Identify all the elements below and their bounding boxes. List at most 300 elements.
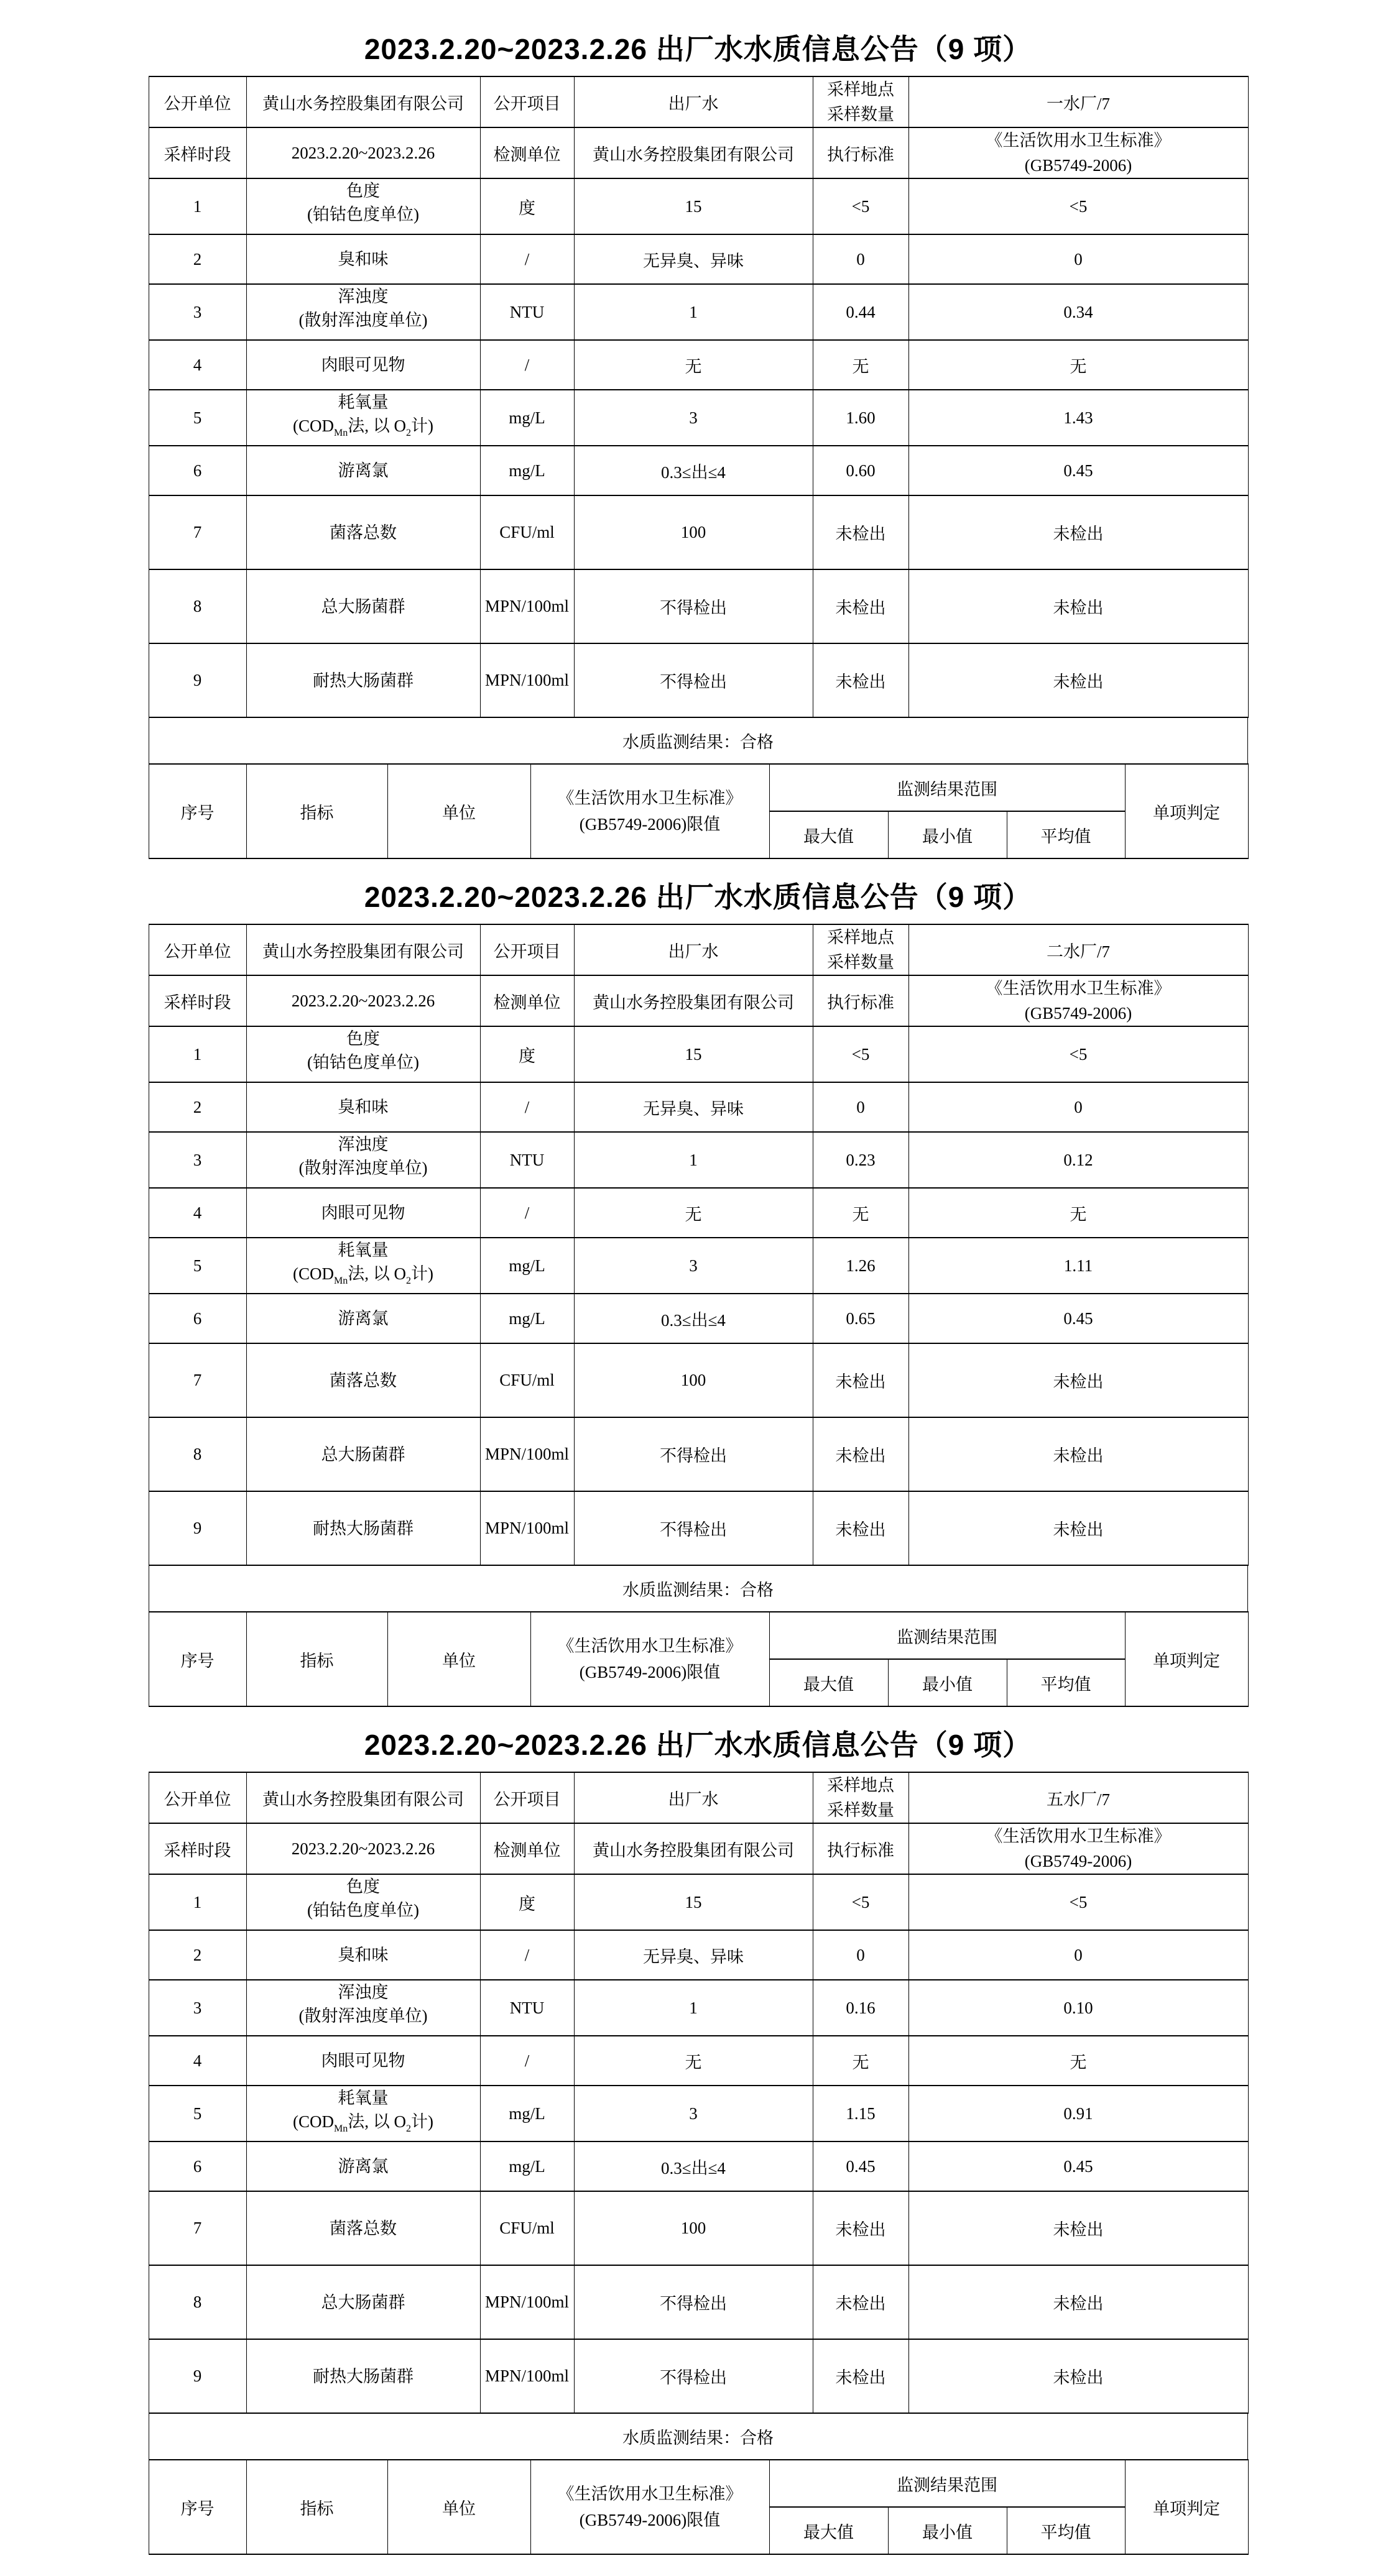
cell-unit: mg/L [480, 1238, 574, 1294]
cell-min: 未检出 [908, 643, 1248, 717]
announcement-block [149, 1728, 1248, 2555]
table-row [149, 2265, 1248, 2339]
cell-min: 未检出 [908, 2265, 1248, 2339]
info-value-public-unit: 黄山水务控股集团有限公司 [246, 924, 480, 975]
table-row [149, 390, 1248, 446]
cell-min: 0.34 [908, 284, 1248, 340]
cell-min: 0 [908, 1082, 1248, 1132]
indicator-name: 总大肠菌群 [321, 1445, 405, 1464]
cell-limit: 无异臭、异味 [574, 234, 813, 284]
indicator-note [249, 1262, 478, 1293]
cell-indicator [246, 2265, 480, 2339]
info-value-public-unit: 黄山水务控股集团有限公司 [246, 76, 480, 127]
cell-seq: 4 [149, 340, 246, 390]
header-limit-line1: 《生活饮用水卫生标准》 [557, 1637, 742, 1655]
cell-min: 0.45 [908, 446, 1248, 495]
cell-indicator [246, 1417, 480, 1491]
cell-max: 未检出 [813, 1343, 908, 1417]
info-value-sampling-period: 2023.2.20~2023.2.26 [246, 975, 480, 1026]
indicator-note-part: 法, 以 O [348, 416, 406, 435]
table-header [149, 764, 1248, 858]
header-result-range: 监测结果范围 [769, 2460, 1125, 2507]
indicator-note-text: (铂钴色度单位) [307, 205, 419, 224]
header-limit-line2: (GB5749-2006)限值 [579, 2511, 721, 2529]
cell-min: 1.43 [908, 390, 1248, 446]
cell-seq: 6 [149, 2141, 246, 2191]
header-limit [530, 1612, 769, 1706]
cell-min: <5 [908, 1874, 1248, 1930]
info-label-testing-unit: 检测单位 [480, 1823, 574, 1874]
cell-min: 1.11 [908, 1238, 1248, 1294]
cell-limit: 无 [574, 340, 813, 390]
header-max: 最大值 [769, 1659, 888, 1706]
cell-limit: 100 [574, 495, 813, 569]
cell-max: 1.60 [813, 390, 908, 446]
result-banner: 水质监测结果：合格 [149, 718, 1248, 763]
cell-limit: 15 [574, 178, 813, 234]
info-label-sampling-site-count [813, 1772, 908, 1823]
sampling-site-label: 采样地点 [827, 1776, 894, 1795]
table-row [149, 2141, 1248, 2191]
header-limit-line2: (GB5749-2006)限值 [579, 815, 721, 834]
header-limit-line1: 《生活饮用水卫生标准》 [557, 789, 742, 807]
cell-min: 未检出 [908, 1343, 1248, 1417]
result-banner: 水质监测结果：合格 [149, 2414, 1248, 2459]
indicator-name: 总大肠菌群 [321, 2293, 405, 2312]
cell-limit: 1 [574, 1132, 813, 1188]
cell-seq: 8 [149, 2265, 246, 2339]
cell-unit: MPN/100ml [480, 2339, 574, 2413]
header-row-1 [149, 764, 1248, 811]
cell-max: <5 [813, 1874, 908, 1930]
cell-limit: 15 [574, 1026, 813, 1082]
cell-indicator [246, 1188, 480, 1238]
cell-seq: 5 [149, 1238, 246, 1294]
cell-unit: / [480, 1188, 574, 1238]
indicator-name: 浑浊度 [338, 287, 389, 306]
table-row [149, 569, 1248, 643]
header-limit-line2: (GB5749-2006)限值 [579, 1663, 721, 1681]
table-row [149, 643, 1248, 717]
cell-seq: 9 [149, 2339, 246, 2413]
info-row-2 [149, 1823, 1248, 1874]
sampling-site-label: 采样地点 [827, 928, 894, 947]
cell-max: 1.15 [813, 2086, 908, 2141]
cell-unit: MPN/100ml [480, 1417, 574, 1491]
info-table [149, 924, 1249, 1566]
table-header [149, 2460, 1248, 2554]
cell-unit: / [480, 2036, 574, 2086]
cell-indicator [246, 1238, 480, 1294]
indicator-note-part: (COD [293, 416, 334, 435]
indicator-name: 色度 [346, 1029, 380, 1048]
cell-limit: 无 [574, 2036, 813, 2086]
cell-indicator [246, 446, 480, 495]
cell-unit: / [480, 1082, 574, 1132]
indicator-name: 肉眼可见物 [321, 2051, 405, 2070]
table-row [149, 2339, 1248, 2413]
cell-max: 无 [813, 2036, 908, 2086]
cell-max: 0.65 [813, 1294, 908, 1343]
cell-indicator [246, 284, 480, 340]
cell-unit: / [480, 234, 574, 284]
info-label-sampling-period: 采样时段 [149, 975, 246, 1026]
header-verdict: 单项判定 [1125, 1612, 1248, 1706]
info-row-1 [149, 924, 1248, 975]
cell-min: 未检出 [908, 495, 1248, 569]
info-label-public-unit: 公开单位 [149, 1772, 246, 1823]
header-min: 最小值 [888, 2507, 1007, 2554]
cell-seq: 4 [149, 2036, 246, 2086]
table-row [149, 340, 1248, 390]
cell-limit: 不得检出 [574, 2339, 813, 2413]
cell-unit: MPN/100ml [480, 2265, 574, 2339]
cell-unit: 度 [480, 1874, 574, 1930]
table-row [149, 1294, 1248, 1343]
cell-seq: 1 [149, 1874, 246, 1930]
cell-max: 未检出 [813, 1491, 908, 1565]
indicator-note [249, 1898, 478, 1930]
cell-limit: 不得检出 [574, 1417, 813, 1491]
sampling-count-label: 采样数量 [827, 105, 894, 124]
header-result-range: 监测结果范围 [769, 1612, 1125, 1659]
cell-seq: 7 [149, 1343, 246, 1417]
header-unit: 单位 [387, 764, 530, 858]
indicator-name: 耗氧量 [338, 393, 389, 412]
table-row [149, 1082, 1248, 1132]
cell-min: 未检出 [908, 2339, 1248, 2413]
cell-min: 0.45 [908, 1294, 1248, 1343]
cell-seq: 4 [149, 1188, 246, 1238]
cell-limit: 1 [574, 284, 813, 340]
cell-min: 无 [908, 1188, 1248, 1238]
cell-seq: 7 [149, 2191, 246, 2265]
header-row-1 [149, 2460, 1248, 2507]
header-verdict: 单项判定 [1125, 764, 1248, 858]
table-header [149, 1612, 1248, 1706]
indicator-name: 臭和味 [338, 250, 389, 269]
header-indicator: 指标 [246, 764, 387, 858]
header-limit [530, 2460, 769, 2554]
header-avg: 平均值 [1007, 1659, 1125, 1706]
indicator-name: 菌落总数 [330, 1371, 397, 1390]
announcement-title: 2023.2.20~2023.2.26 出厂水水质信息公告（9 项） [364, 33, 1032, 65]
indicator-name: 游离氯 [338, 2157, 389, 2176]
indicator-note-text: (散射浑浊度单位) [298, 1159, 428, 1177]
cell-indicator [246, 390, 480, 446]
table-row [149, 1980, 1248, 2036]
cell-max: 0 [813, 1930, 908, 1980]
header-unit: 单位 [387, 2460, 530, 2554]
info-label-public-project: 公开项目 [480, 76, 574, 127]
indicator-name: 浑浊度 [338, 1983, 389, 2002]
cell-limit: 3 [574, 2086, 813, 2141]
cell-limit: 无异臭、异味 [574, 1930, 813, 1980]
header-indicator: 指标 [246, 2460, 387, 2554]
table-row [149, 1132, 1248, 1188]
cell-seq: 1 [149, 1026, 246, 1082]
cell-max: 未检出 [813, 643, 908, 717]
indicator-note [249, 1156, 478, 1187]
cell-unit: NTU [480, 284, 574, 340]
cell-seq: 5 [149, 2086, 246, 2141]
table-row [149, 1491, 1248, 1565]
table-row [149, 495, 1248, 569]
cell-max: <5 [813, 178, 908, 234]
cell-unit: mg/L [480, 446, 574, 495]
cell-max: 未检出 [813, 569, 908, 643]
cell-indicator [246, 2191, 480, 2265]
header-verdict: 单项判定 [1125, 2460, 1248, 2554]
indicator-note-part: 法, 以 O [348, 2112, 406, 2131]
cell-unit: NTU [480, 1980, 574, 2036]
indicator-subscript: Mn [334, 428, 348, 438]
indicator-note-part: 法, 以 O [348, 1264, 406, 1283]
cell-seq: 7 [149, 495, 246, 569]
cell-unit: NTU [480, 1132, 574, 1188]
table-row [149, 234, 1248, 284]
standard-code: (GB5749-2006) [1024, 1004, 1132, 1023]
info-row-2 [149, 975, 1248, 1026]
cell-seq: 5 [149, 390, 246, 446]
cell-unit: mg/L [480, 2141, 574, 2191]
info-label-public-unit: 公开单位 [149, 924, 246, 975]
cell-min: 未检出 [908, 1417, 1248, 1491]
quality-data-table [149, 1611, 1249, 1707]
info-value-public-project: 出厂水 [574, 924, 813, 975]
cell-min: 未检出 [908, 1491, 1248, 1565]
indicator-name: 耐热大肠菌群 [313, 671, 414, 690]
indicator-note [249, 2004, 478, 2035]
cell-max: 1.26 [813, 1238, 908, 1294]
cell-unit: 度 [480, 1026, 574, 1082]
cell-max: <5 [813, 1026, 908, 1082]
announcement-title: 2023.2.20~2023.2.26 出厂水水质信息公告（9 项） [364, 1729, 1032, 1761]
table-row [149, 178, 1248, 234]
cell-limit: 不得检出 [574, 643, 813, 717]
info-value-public-project: 出厂水 [574, 1772, 813, 1823]
announcement-block [149, 880, 1248, 1707]
cell-limit: 100 [574, 2191, 813, 2265]
table-row [149, 1343, 1248, 1417]
cell-unit: mg/L [480, 2086, 574, 2141]
announcement-block [149, 32, 1248, 859]
cell-limit: 3 [574, 390, 813, 446]
info-value-sampling-period: 2023.2.20~2023.2.26 [246, 1823, 480, 1874]
info-label-public-unit: 公开单位 [149, 76, 246, 127]
standard-code: (GB5749-2006) [1024, 1852, 1132, 1870]
cell-limit: 100 [574, 1343, 813, 1417]
indicator-note [249, 414, 478, 445]
cell-unit: CFU/ml [480, 1343, 574, 1417]
header-indicator: 指标 [246, 1612, 387, 1706]
header-max: 最大值 [769, 2507, 888, 2554]
cell-seq: 2 [149, 1930, 246, 1980]
info-value-sampling-site-count: 一水厂/7 [908, 76, 1248, 127]
indicator-subscript: Mn [334, 1276, 348, 1286]
cell-limit: 15 [574, 1874, 813, 1930]
info-value-standard [908, 1823, 1248, 1874]
info-label-sampling-period: 采样时段 [149, 1823, 246, 1874]
cell-min: 0.12 [908, 1132, 1248, 1188]
info-value-public-project: 出厂水 [574, 76, 813, 127]
cell-seq: 6 [149, 1294, 246, 1343]
cell-limit: 0.3≤出≤4 [574, 2141, 813, 2191]
cell-unit: CFU/ml [480, 2191, 574, 2265]
cell-indicator [246, 2141, 480, 2191]
cell-min: 0 [908, 1930, 1248, 1980]
cell-unit: CFU/ml [480, 495, 574, 569]
cell-max: 0 [813, 1082, 908, 1132]
cell-indicator [246, 178, 480, 234]
table-row [149, 1238, 1248, 1294]
info-label-public-project: 公开项目 [480, 924, 574, 975]
indicator-note [249, 1051, 478, 1082]
cell-limit: 无异臭、异味 [574, 1082, 813, 1132]
cell-seq: 3 [149, 1132, 246, 1188]
indicator-note-text: (铂钴色度单位) [307, 1053, 419, 1072]
cell-indicator [246, 1874, 480, 1930]
cell-indicator [246, 1132, 480, 1188]
indicator-name: 菌落总数 [330, 523, 397, 542]
cell-min: 未检出 [908, 2191, 1248, 2265]
indicator-name: 肉眼可见物 [321, 1203, 405, 1222]
indicator-note-part: (COD [293, 2112, 334, 2131]
announcement-title: 2023.2.20~2023.2.26 出厂水水质信息公告（9 项） [364, 881, 1032, 913]
indicator-name: 臭和味 [338, 1946, 389, 1964]
cell-min: <5 [908, 178, 1248, 234]
cell-limit: 不得检出 [574, 2265, 813, 2339]
cell-indicator [246, 1294, 480, 1343]
cell-max: 未检出 [813, 495, 908, 569]
cell-indicator [246, 643, 480, 717]
cell-indicator [246, 2339, 480, 2413]
cell-indicator [246, 340, 480, 390]
quality-data-table [149, 2459, 1249, 2555]
indicator-note-text: (铂钴色度单位) [307, 1901, 419, 1920]
cell-indicator [246, 1930, 480, 1980]
indicator-subscript: 2 [405, 1276, 411, 1286]
cell-max: 0.23 [813, 1132, 908, 1188]
indicator-note [249, 203, 478, 234]
table-row [149, 2086, 1248, 2141]
cell-max: 0.44 [813, 284, 908, 340]
cell-indicator [246, 1082, 480, 1132]
table-row [149, 1930, 1248, 1980]
info-value-testing-unit: 黄山水务控股集团有限公司 [574, 127, 813, 178]
cell-seq: 9 [149, 1491, 246, 1565]
header-limit-line1: 《生活饮用水卫生标准》 [557, 2485, 742, 2503]
cell-indicator [246, 495, 480, 569]
cell-min: 0.10 [908, 1980, 1248, 2036]
cell-unit: MPN/100ml [480, 643, 574, 717]
indicator-name: 肉眼可见物 [321, 356, 405, 374]
standard-name: 《生活饮用水卫生标准》 [986, 1827, 1171, 1846]
cell-indicator [246, 234, 480, 284]
info-label-testing-unit: 检测单位 [480, 127, 574, 178]
cell-max: 0.45 [813, 2141, 908, 2191]
indicator-note [249, 308, 478, 339]
indicator-name: 色度 [346, 1877, 380, 1896]
info-label-sampling-site-count [813, 76, 908, 127]
cell-unit: MPN/100ml [480, 1491, 574, 1565]
table-row [149, 1874, 1248, 1930]
cell-indicator [246, 1343, 480, 1417]
cell-seq: 8 [149, 1417, 246, 1491]
cell-min: 0.45 [908, 2141, 1248, 2191]
cell-seq: 9 [149, 643, 246, 717]
info-value-sampling-period: 2023.2.20~2023.2.26 [246, 127, 480, 178]
header-seq: 序号 [149, 2460, 246, 2554]
cell-indicator [246, 1491, 480, 1565]
cell-max: 0.16 [813, 1980, 908, 2036]
indicator-name: 耗氧量 [338, 1241, 389, 1259]
indicator-subscript: 2 [405, 428, 411, 438]
cell-limit: 无 [574, 1188, 813, 1238]
indicator-name: 游离氯 [338, 461, 389, 480]
cell-max: 无 [813, 340, 908, 390]
header-seq: 序号 [149, 764, 246, 858]
indicator-note-part: 计) [410, 2112, 433, 2131]
indicator-subscript: 2 [405, 2123, 411, 2134]
table-row [149, 1026, 1248, 1082]
info-label-public-project: 公开项目 [480, 1772, 574, 1823]
cell-seq: 3 [149, 1980, 246, 2036]
cell-limit: 0.3≤出≤4 [574, 1294, 813, 1343]
cell-indicator [246, 2086, 480, 2141]
cell-min: 未检出 [908, 569, 1248, 643]
info-row-1 [149, 76, 1248, 127]
cell-max: 无 [813, 1188, 908, 1238]
header-avg: 平均值 [1007, 811, 1125, 858]
info-value-public-unit: 黄山水务控股集团有限公司 [246, 1772, 480, 1823]
info-value-standard [908, 127, 1248, 178]
standard-name: 《生活饮用水卫生标准》 [986, 131, 1171, 150]
table-row [149, 446, 1248, 495]
cell-seq: 1 [149, 178, 246, 234]
cell-unit: mg/L [480, 1294, 574, 1343]
cell-min: <5 [908, 1026, 1248, 1082]
indicator-name: 色度 [346, 182, 380, 200]
cell-indicator [246, 2036, 480, 2086]
sampling-site-label: 采样地点 [827, 80, 894, 99]
info-row-2 [149, 127, 1248, 178]
indicator-name: 浑浊度 [338, 1135, 389, 1154]
cell-max: 0.60 [813, 446, 908, 495]
cell-unit: 度 [480, 178, 574, 234]
cell-seq: 8 [149, 569, 246, 643]
info-label-sampling-period: 采样时段 [149, 127, 246, 178]
cell-indicator [246, 1026, 480, 1082]
quality-data-table [149, 763, 1249, 859]
header-min: 最小值 [888, 811, 1007, 858]
indicator-name: 耐热大肠菌群 [313, 2367, 414, 2386]
cell-indicator [246, 1980, 480, 2036]
indicator-note-text: (散射浑浊度单位) [298, 311, 428, 329]
indicator-name: 耗氧量 [338, 2089, 389, 2107]
header-result-range: 监测结果范围 [769, 764, 1125, 811]
table-row [149, 1417, 1248, 1491]
header-row-1 [149, 1612, 1248, 1659]
cell-limit: 3 [574, 1238, 813, 1294]
header-avg: 平均值 [1007, 2507, 1125, 2554]
indicator-note [249, 2110, 478, 2141]
cell-limit: 不得检出 [574, 569, 813, 643]
header-limit [530, 764, 769, 858]
sampling-count-label: 采样数量 [827, 1801, 894, 1819]
indicator-name: 臭和味 [338, 1098, 389, 1116]
info-value-testing-unit: 黄山水务控股集团有限公司 [574, 1823, 813, 1874]
